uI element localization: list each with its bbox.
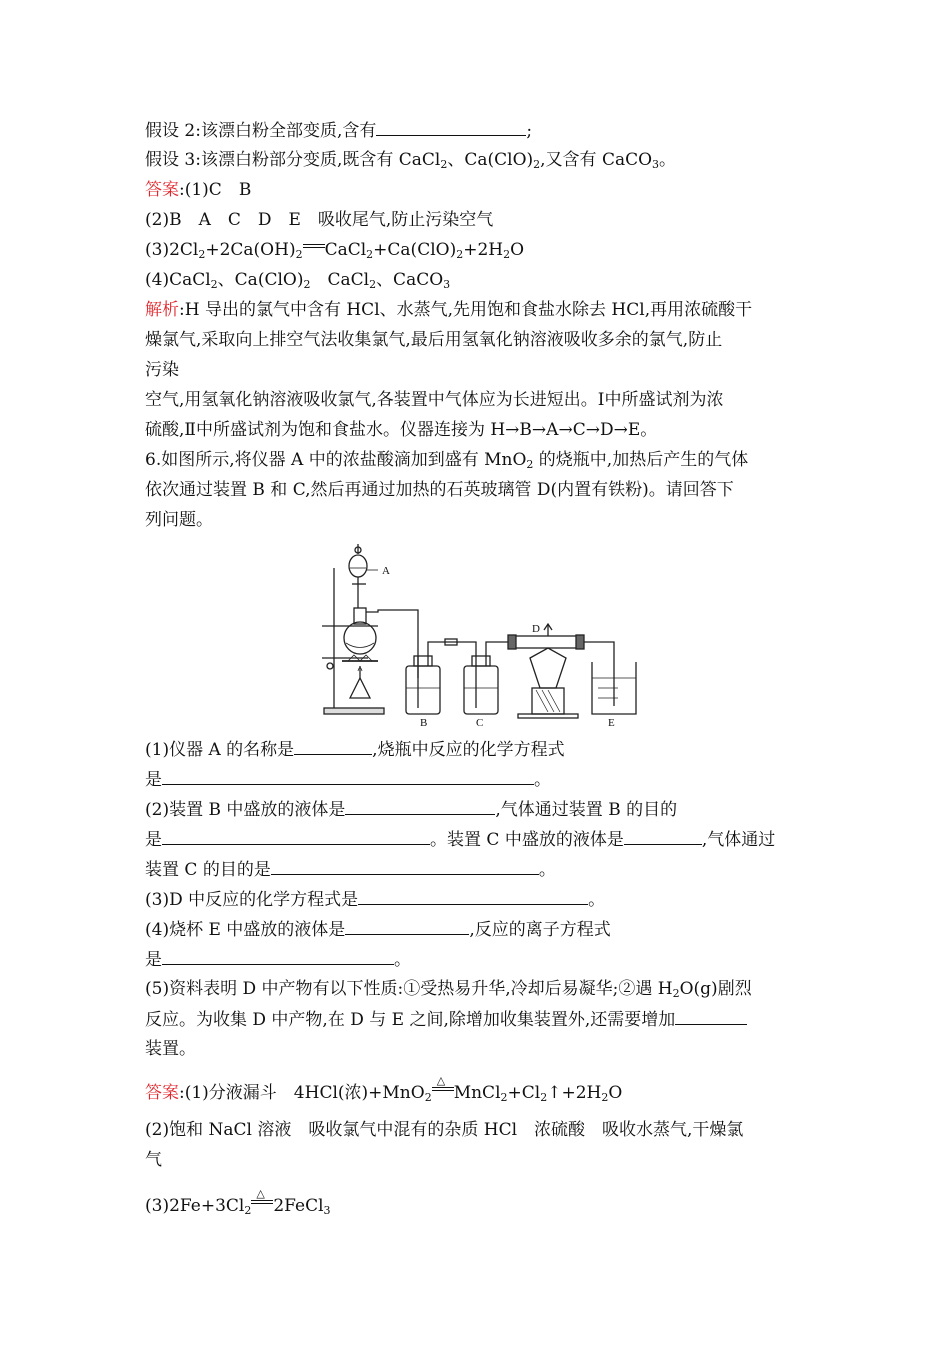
heat-equals-sign: △: [432, 1084, 454, 1098]
funnel-a: [349, 555, 367, 577]
analysis-line-1: 解析:H 导出的氯气中含有 HCl、水蒸气,先用饱和食盐水除去 HCl,再用浓硫酸干: [145, 300, 753, 320]
label-a: A: [382, 565, 390, 577]
answer-line-2: (2)B A C D E 吸收尾气,防止污染空气: [145, 210, 494, 230]
apparatus-diagram: [318, 538, 638, 730]
answer-blank[interactable]: [675, 1008, 747, 1025]
question-part-4: (4)烧杯 E 中盛放的液体是 ,反应的离子方程式: [145, 920, 611, 940]
answer2-line-3: 气: [145, 1150, 162, 1170]
bottle-c: [464, 666, 498, 714]
answer-blank[interactable]: [624, 828, 702, 845]
answer-blank[interactable]: [358, 888, 588, 905]
question-part-4-cont: 是 。: [145, 950, 411, 970]
hypothesis-2: 假设 2:该漂白粉全部变质,含有 ;: [145, 121, 533, 141]
flask: [344, 622, 376, 654]
answer-line-3: $(3)2Cl_2+2Ca(OH)_2$ $CaCl_2+Ca(ClO)_2+2H_2O$: [145, 240, 525, 261]
answer-label: 答案: [145, 180, 179, 200]
answer2-line-1: 答案:(1)分液漏斗 4HCl(浓)+MnO$_2$ △ $MnCl_2+Cl_2↑+2H_2O$: [145, 1074, 623, 1104]
label-e: E: [608, 717, 615, 729]
label-c: C: [476, 717, 484, 729]
analysis-line-3: 污染: [145, 360, 179, 380]
question-part-5: (5)资料表明 D 中产物有以下性质:①受热易升华,冷却后易凝华;②遇 $H_2O(g)$剧烈: [145, 979, 752, 1000]
question-part-5-cont: 反应。为收集 D 中产物,在 D 与 E 之间,除增加收集装置外,还需要增加: [145, 1008, 747, 1031]
question-part-1-cont: 是 。: [145, 770, 551, 790]
question-part-1: (1)仪器 A 的名称是 ,烧瓶中反应的化学方程式: [145, 740, 565, 760]
question-6-line-2: 依次通过装置 B 和 C,然后再通过加热的石英玻璃管 D(内置有铁粉)。请回答下: [145, 480, 734, 500]
label-d: D: [532, 623, 540, 635]
tube-d-e: [584, 642, 614, 706]
answer-line-4: (4)CaCl$_2$、$Ca(ClO)_2$ CaCl$_2$、CaCO$_3$: [145, 270, 451, 291]
answer-blank[interactable]: [162, 828, 430, 845]
question-6-line-1: 6.如图所示,将仪器 A 中的浓盐酸滴加到盛有 MnO$_2$ 的烧瓶中,加热后产生的气体: [145, 450, 749, 471]
bottle-b: [406, 666, 440, 714]
answer-line-1: 答案:(1)C B: [145, 180, 252, 200]
question-part-2-cont2: 装置 C 的目的是 。: [145, 860, 556, 880]
tube-flask-b: [366, 610, 418, 678]
answer-blank[interactable]: [294, 738, 372, 755]
answer-blank[interactable]: [345, 918, 469, 935]
equals-sign: [303, 245, 325, 255]
analysis-line-4: 空气,用氢氧化钠溶液吸收氯气,各装置中气体应为长进短出。Ⅰ中所盛试剂为浓: [145, 390, 724, 410]
analysis-line-2: 燥氯气,采取向上排空气法收集氯气,最后用氢氧化钠溶液吸收多余的氯气,防止: [145, 330, 723, 350]
answer-label-2: 答案: [145, 1083, 179, 1103]
analysis-line-5: 硫酸,Ⅱ中所盛试剂为饱和食盐水。仪器连接为 H→B→A→C→D→E。: [145, 420, 658, 440]
question-part-2: (2)装置 B 中盛放的液体是 ,气体通过装置 B 的目的: [145, 800, 678, 820]
answer2-line-4: $(3)2Fe+3Cl_2$ △ 2FeCl$_3$: [145, 1187, 331, 1217]
clamp-2: [327, 663, 333, 669]
quartz-tube-d: [514, 636, 580, 648]
analysis-label: 解析: [145, 300, 179, 320]
tube-b-c: [428, 642, 476, 708]
question-part-2-cont: 是 。装置 C 中盛放的液体是 ,气体通过: [145, 830, 776, 850]
question-6-line-3: 列问题。: [145, 510, 213, 530]
answer-blank[interactable]: [162, 768, 534, 785]
heat-equals-sign: △: [251, 1197, 273, 1211]
answer-blank[interactable]: [162, 948, 394, 965]
question-part-3: (3)D 中反应的化学方程式是 。: [145, 890, 606, 910]
stand-base: [324, 708, 384, 714]
question-part-5-cont2: 装置。: [145, 1039, 196, 1059]
answer2-line-2: (2)饱和 NaCl 溶液 吸收氯气中混有的杂质 HCl 浓硫酸 吸收水蒸气,干燥氯: [145, 1120, 744, 1140]
hypothesis-3: 假设 3:该漂白粉部分变质,既含有 CaCl$_2$、$Ca(ClO)_2$,又含有 CaCO$_3$。: [145, 150, 677, 171]
answer-blank[interactable]: [271, 858, 539, 875]
alcohol-lamp-1: [350, 678, 370, 698]
label-b: B: [420, 717, 428, 729]
answer-blank[interactable]: [376, 119, 526, 136]
lamp-d: [530, 648, 566, 688]
answer-blank[interactable]: [345, 798, 495, 815]
